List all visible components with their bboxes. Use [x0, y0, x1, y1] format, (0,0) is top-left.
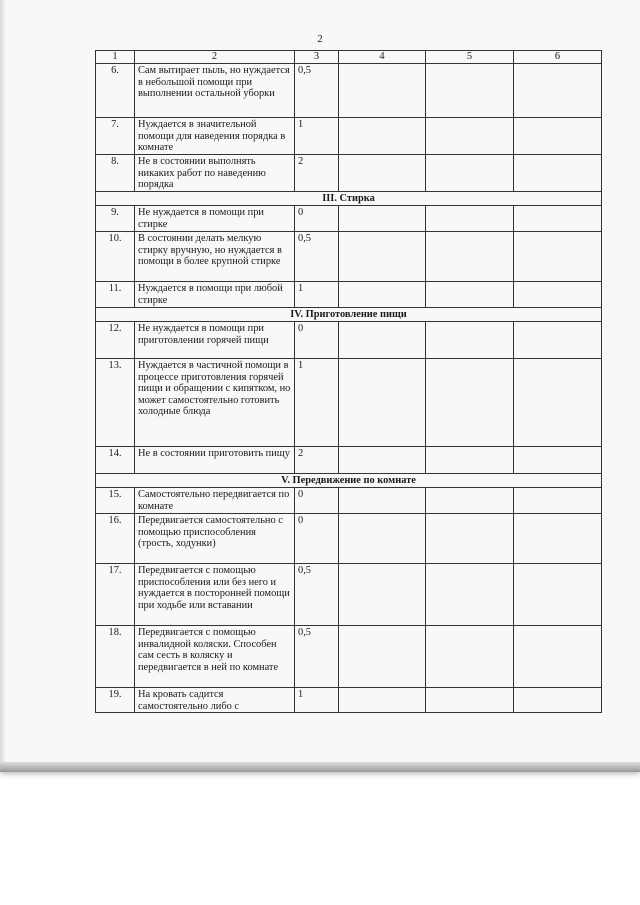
row-number: 11. — [96, 282, 135, 308]
empty-cell-col4 — [339, 232, 426, 282]
section-title: IV. Приготовление пищи — [96, 308, 602, 322]
empty-cell-col5 — [426, 626, 514, 688]
row-description: Не нуждается в помощи при приготовлении горячей пищи — [135, 322, 295, 359]
row-description: Передвигается самостоятельно с помощью приспособления (трость, ходунки) — [135, 514, 295, 564]
empty-cell-col5 — [426, 232, 514, 282]
table-row — [96, 206, 602, 232]
row-score: 1 — [295, 118, 339, 155]
section-header-row — [96, 474, 602, 488]
row-score: 0,5 — [295, 564, 339, 626]
row-number: 6. — [96, 64, 135, 118]
scan-bottom-edge — [0, 762, 640, 772]
row-number: 12. — [96, 322, 135, 359]
table-row — [96, 488, 602, 514]
empty-cell-col5 — [426, 322, 514, 359]
empty-cell-col6 — [514, 118, 602, 155]
row-number: 7. — [96, 118, 135, 155]
row-score: 0,5 — [295, 626, 339, 688]
empty-cell-col4 — [339, 155, 426, 192]
section-title: III. Стирка — [96, 192, 602, 206]
row-score: 0 — [295, 488, 339, 514]
empty-cell-col4 — [339, 322, 426, 359]
table-row — [96, 64, 602, 118]
empty-cell-col6 — [514, 688, 602, 713]
empty-cell-col4 — [339, 64, 426, 118]
empty-cell-col6 — [514, 564, 602, 626]
empty-cell-col5 — [426, 282, 514, 308]
column-header: 3 — [295, 51, 339, 64]
row-description: Нуждается в частичной помощи в процессе приготовления горячей пищи и обращении с кипятком, но может самостоятельно готовить холодные блюда — [135, 359, 295, 447]
empty-cell-col5 — [426, 564, 514, 626]
empty-cell-col6 — [514, 447, 602, 474]
empty-cell-col5 — [426, 488, 514, 514]
row-description: Не нуждается в помощи при стирке — [135, 206, 295, 232]
table-row — [96, 447, 602, 474]
row-description: Передвигается с помощью приспособления или без него и нуждается в посторонней помощи при ходьбе или вставании — [135, 564, 295, 626]
section-header-row — [96, 192, 602, 206]
row-description: На кровать садится самостоятельно либо с — [135, 688, 295, 713]
row-number: 10. — [96, 232, 135, 282]
empty-cell-col6 — [514, 514, 602, 564]
row-score: 2 — [295, 447, 339, 474]
row-score: 1 — [295, 688, 339, 713]
table-row — [96, 322, 602, 359]
row-score: 0 — [295, 206, 339, 232]
empty-cell-col6 — [514, 155, 602, 192]
row-number: 18. — [96, 626, 135, 688]
row-description: Не в состоянии выполнять никаких работ по наведению порядка — [135, 155, 295, 192]
empty-cell-col5 — [426, 514, 514, 564]
row-description: Самостоятельно передвигается по комнате — [135, 488, 295, 514]
scan-edge-shadow — [0, 0, 6, 770]
row-score: 2 — [295, 155, 339, 192]
row-number: 14. — [96, 447, 135, 474]
column-number-row — [96, 51, 602, 64]
empty-cell-col4 — [339, 626, 426, 688]
empty-cell-col6 — [514, 282, 602, 308]
row-number: 8. — [96, 155, 135, 192]
table-row — [96, 232, 602, 282]
table-row — [96, 282, 602, 308]
row-score: 0 — [295, 322, 339, 359]
table-row — [96, 564, 602, 626]
empty-cell-col4 — [339, 688, 426, 713]
page-number: 2 — [317, 33, 323, 45]
empty-cell-col6 — [514, 322, 602, 359]
empty-cell-col6 — [514, 626, 602, 688]
row-description: Не в состоянии приготовить пищу — [135, 447, 295, 474]
empty-cell-col5 — [426, 688, 514, 713]
row-number: 17. — [96, 564, 135, 626]
column-header: 6 — [514, 51, 602, 64]
row-score: 1 — [295, 359, 339, 447]
empty-cell-col5 — [426, 447, 514, 474]
row-score: 0,5 — [295, 64, 339, 118]
row-score: 1 — [295, 282, 339, 308]
empty-cell-col6 — [514, 488, 602, 514]
table-row — [96, 155, 602, 192]
empty-cell-col4 — [339, 118, 426, 155]
empty-cell-col4 — [339, 514, 426, 564]
table-row — [96, 626, 602, 688]
table-row — [96, 514, 602, 564]
row-number: 9. — [96, 206, 135, 232]
empty-cell-col6 — [514, 64, 602, 118]
assessment-table — [95, 50, 602, 713]
empty-cell-col4 — [339, 206, 426, 232]
column-header: 2 — [135, 51, 295, 64]
empty-cell-col4 — [339, 564, 426, 626]
table-row — [96, 688, 602, 713]
column-header: 5 — [426, 51, 514, 64]
empty-cell-col4 — [339, 447, 426, 474]
row-description: Передвигается с помощью инвалидной коляски. Способен сам сесть в коляску и передвигается в ней по комнате — [135, 626, 295, 688]
row-description: Нуждается в значительной помощи для наведения порядка в комнате — [135, 118, 295, 155]
row-score: 0 — [295, 514, 339, 564]
empty-cell-col4 — [339, 488, 426, 514]
empty-cell-col5 — [426, 64, 514, 118]
empty-cell-col6 — [514, 232, 602, 282]
row-number: 19. — [96, 688, 135, 713]
row-number: 13. — [96, 359, 135, 447]
row-description: Нуждается в помощи при любой стирке — [135, 282, 295, 308]
empty-cell-col5 — [426, 118, 514, 155]
row-number: 16. — [96, 514, 135, 564]
empty-cell-col4 — [339, 282, 426, 308]
row-description: Сам вытирает пыль, но нуждается в небольшой помощи при выполнении остальной уборки — [135, 64, 295, 118]
row-score: 0,5 — [295, 232, 339, 282]
empty-cell-col6 — [514, 359, 602, 447]
section-header-row — [96, 308, 602, 322]
empty-cell-col5 — [426, 359, 514, 447]
empty-cell-col5 — [426, 206, 514, 232]
column-header: 1 — [96, 51, 135, 64]
empty-cell-col4 — [339, 359, 426, 447]
table-row — [96, 118, 602, 155]
row-description: В состоянии делать мелкую стирку вручную, но нуждается в помощи в более крупной стирке — [135, 232, 295, 282]
row-number: 15. — [96, 488, 135, 514]
column-header: 4 — [339, 51, 426, 64]
section-title: V. Передвижение по комнате — [96, 474, 602, 488]
empty-cell-col6 — [514, 206, 602, 232]
empty-cell-col5 — [426, 155, 514, 192]
table-row — [96, 359, 602, 447]
